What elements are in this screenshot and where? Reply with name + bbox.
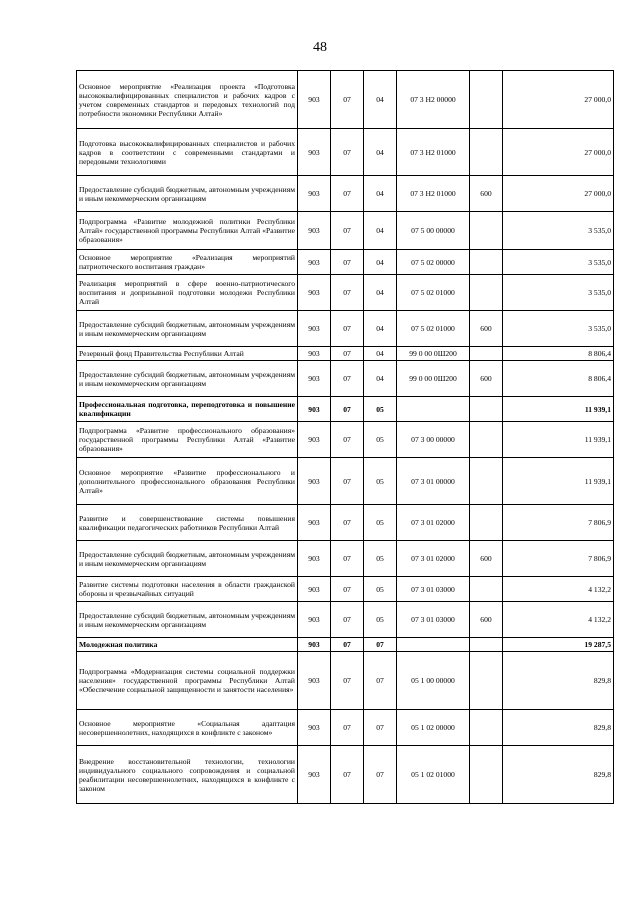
table-row (77, 176, 614, 212)
row-expense-type-cell: 600 (470, 311, 503, 347)
row-grbs-cell: 903 (298, 361, 331, 397)
row-grbs-cell: 903 (298, 212, 331, 250)
row-expense-type-cell (470, 347, 503, 361)
row-subsection-cell: 04 (364, 71, 397, 129)
row-target-article-cell: 07 3 Н2 00000 (397, 71, 470, 129)
row-section-cell: 07 (331, 250, 364, 275)
row-subsection-cell: 07 (364, 746, 397, 804)
row-amount-cell: 3 535,0 (503, 311, 614, 347)
row-expense-type-cell (470, 397, 503, 422)
row-expense-type-cell (470, 710, 503, 746)
table-row (77, 347, 614, 361)
row-target-article-cell: 07 3 01 02000 (397, 541, 470, 577)
row-expense-type-cell: 600 (470, 176, 503, 212)
row-name-cell: Предоставление субсидий бюджетным, автономным учреждениям и иным некоммерческим организациям (77, 176, 298, 212)
row-grbs-cell: 903 (298, 311, 331, 347)
row-expense-type-cell (470, 652, 503, 710)
row-name-cell: Развитие системы подготовки населения в области гражданской обороны и чрезвычайных ситуаций (77, 577, 298, 602)
row-amount-cell: 8 806,4 (503, 347, 614, 361)
row-name-cell: Молодежная политика (77, 638, 298, 652)
row-amount-cell: 11 939,1 (503, 422, 614, 458)
table-row (77, 422, 614, 458)
row-name-cell: Основное мероприятие «Реализация мероприятий патриотического воспитания граждан» (77, 250, 298, 275)
row-name-cell: Развитие и совершенствование системы повышения квалификации педагогических работников Республики Алтай (77, 505, 298, 541)
row-target-article-cell: 05 1 02 01000 (397, 746, 470, 804)
row-expense-type-cell (470, 250, 503, 275)
row-amount-cell: 19 287,5 (503, 638, 614, 652)
row-section-cell: 07 (331, 577, 364, 602)
row-target-article-cell: 07 3 01 02000 (397, 505, 470, 541)
row-target-article-cell: 07 5 02 01000 (397, 275, 470, 311)
row-grbs-cell: 903 (298, 458, 331, 505)
row-subsection-cell: 05 (364, 397, 397, 422)
row-section-cell: 07 (331, 746, 364, 804)
row-name-cell: Предоставление субсидий бюджетным, автономным учреждениям и иным некоммерческим организациям (77, 541, 298, 577)
row-expense-type-cell (470, 505, 503, 541)
table-row (77, 710, 614, 746)
row-name-cell: Основное мероприятие «Реализация проекта «Подготовка высококвалифицированных специалистов и рабочих кадров с учетом современных стандартов и передовых технологий под потребности экономики Республики Алтай» (77, 71, 298, 129)
table-row (77, 71, 614, 129)
row-expense-type-cell (470, 212, 503, 250)
row-subsection-cell: 04 (364, 311, 397, 347)
row-target-article-cell: 07 5 02 01000 (397, 311, 470, 347)
row-subsection-cell: 05 (364, 602, 397, 638)
row-amount-cell: 3 535,0 (503, 250, 614, 275)
row-subsection-cell: 05 (364, 458, 397, 505)
row-section-cell: 07 (331, 638, 364, 652)
row-amount-cell: 3 535,0 (503, 275, 614, 311)
table-row (77, 311, 614, 347)
table-row (77, 602, 614, 638)
row-expense-type-cell (470, 129, 503, 176)
row-amount-cell: 8 806,4 (503, 361, 614, 397)
row-name-cell: Подпрограмма «Развитие профессионального образования» государственной программы Республики Алтай «Развитие образования» (77, 422, 298, 458)
row-amount-cell: 829,8 (503, 710, 614, 746)
row-amount-cell: 7 806,9 (503, 541, 614, 577)
row-section-cell: 07 (331, 176, 364, 212)
table-row (77, 541, 614, 577)
row-target-article-cell: 07 3 Н2 01000 (397, 176, 470, 212)
row-name-cell: Подпрограмма «Развитие молодежной политики Республики Алтай» государственной программы Республики Алтай «Развитие образования» (77, 212, 298, 250)
table-row (77, 129, 614, 176)
row-target-article-cell (397, 638, 470, 652)
row-grbs-cell: 903 (298, 347, 331, 361)
row-grbs-cell: 903 (298, 652, 331, 710)
table-row (77, 212, 614, 250)
row-grbs-cell: 903 (298, 71, 331, 129)
row-expense-type-cell (470, 577, 503, 602)
row-amount-cell: 4 132,2 (503, 577, 614, 602)
row-amount-cell: 7 806,9 (503, 505, 614, 541)
row-section-cell: 07 (331, 505, 364, 541)
row-section-cell: 07 (331, 541, 364, 577)
row-name-cell: Основное мероприятие «Развитие профессионального и дополнительного профессионального образования Республики Алтай» (77, 458, 298, 505)
row-expense-type-cell: 600 (470, 361, 503, 397)
row-name-cell: Предоставление субсидий бюджетным, автономным учреждениям и иным некоммерческим организациям (77, 602, 298, 638)
row-section-cell: 07 (331, 311, 364, 347)
table-row (77, 275, 614, 311)
row-target-article-cell: 99 0 00 0Ш200 (397, 347, 470, 361)
row-section-cell: 07 (331, 602, 364, 638)
row-target-article-cell (397, 397, 470, 422)
row-expense-type-cell: 600 (470, 541, 503, 577)
row-target-article-cell: 07 3 01 03000 (397, 577, 470, 602)
row-amount-cell: 829,8 (503, 652, 614, 710)
row-target-article-cell: 07 3 01 00000 (397, 458, 470, 505)
row-subsection-cell: 07 (364, 710, 397, 746)
row-name-cell: Профессиональная подготовка, переподготовка и повышение квалификации (77, 397, 298, 422)
row-name-cell: Реализация мероприятий в сфере военно-патриотического воспитания и допризывной подготовки молодежи Республики Алтай (77, 275, 298, 311)
row-name-cell: Предоставление субсидий бюджетным, автономным учреждениям и иным некоммерческим организациям (77, 311, 298, 347)
row-section-cell: 07 (331, 129, 364, 176)
row-expense-type-cell (470, 746, 503, 804)
row-subsection-cell: 05 (364, 422, 397, 458)
row-subsection-cell: 04 (364, 347, 397, 361)
page-number: 48 (313, 40, 327, 55)
row-name-cell: Подпрограмма «Модернизация системы социальной поддержки населения» государственной программы Республики Алтай «Обеспечение социальной защищенности и занятости населения» (77, 652, 298, 710)
row-section-cell: 07 (331, 275, 364, 311)
row-grbs-cell: 903 (298, 746, 331, 804)
row-amount-cell: 829,8 (503, 746, 614, 804)
table-row (77, 458, 614, 505)
row-grbs-cell: 903 (298, 176, 331, 212)
row-name-cell: Внедрение восстановительной технологии, технологии индивидуального социального сопровождения и социальной реабилитации несовершеннолетних, находящихся в конфликте с законом (77, 746, 298, 804)
row-amount-cell: 27 000,0 (503, 71, 614, 129)
row-name-cell: Предоставление субсидий бюджетным, автономным учреждениям и иным некоммерческим организациям (77, 361, 298, 397)
budget-table-body (77, 71, 614, 804)
row-subsection-cell: 04 (364, 250, 397, 275)
row-subsection-cell: 04 (364, 129, 397, 176)
table-row (77, 652, 614, 710)
row-target-article-cell: 07 3 Н2 01000 (397, 129, 470, 176)
row-subsection-cell: 07 (364, 652, 397, 710)
row-subsection-cell: 04 (364, 361, 397, 397)
row-grbs-cell: 903 (298, 129, 331, 176)
row-section-cell: 07 (331, 652, 364, 710)
row-section-cell: 07 (331, 212, 364, 250)
table-row (77, 638, 614, 652)
table-row (77, 397, 614, 422)
row-grbs-cell: 903 (298, 638, 331, 652)
row-section-cell: 07 (331, 458, 364, 505)
row-target-article-cell: 05 1 02 00000 (397, 710, 470, 746)
row-expense-type-cell (470, 638, 503, 652)
table-row (77, 250, 614, 275)
row-expense-type-cell (470, 275, 503, 311)
row-subsection-cell: 07 (364, 638, 397, 652)
row-subsection-cell: 04 (364, 212, 397, 250)
row-grbs-cell: 903 (298, 275, 331, 311)
row-expense-type-cell (470, 422, 503, 458)
table-row (77, 577, 614, 602)
row-section-cell: 07 (331, 347, 364, 361)
row-expense-type-cell: 600 (470, 602, 503, 638)
table-row (77, 505, 614, 541)
row-subsection-cell: 04 (364, 275, 397, 311)
row-target-article-cell: 07 5 02 00000 (397, 250, 470, 275)
row-name-cell: Основное мероприятие «Социальная адаптация несовершеннолетних, находящихся в конфликте с законом» (77, 710, 298, 746)
row-grbs-cell: 903 (298, 577, 331, 602)
row-amount-cell: 27 000,0 (503, 176, 614, 212)
row-grbs-cell: 903 (298, 602, 331, 638)
row-expense-type-cell (470, 458, 503, 505)
row-amount-cell: 4 132,2 (503, 602, 614, 638)
row-subsection-cell: 05 (364, 541, 397, 577)
row-grbs-cell: 903 (298, 397, 331, 422)
row-name-cell: Подготовка высококвалифицированных специалистов и рабочих кадров в соответствии с современными стандартами и передовыми технологиями (77, 129, 298, 176)
budget-table (76, 70, 614, 804)
row-target-article-cell: 07 3 01 03000 (397, 602, 470, 638)
row-expense-type-cell (470, 71, 503, 129)
row-amount-cell: 27 000,0 (503, 129, 614, 176)
row-target-article-cell: 07 3 00 00000 (397, 422, 470, 458)
row-target-article-cell: 07 5 00 00000 (397, 212, 470, 250)
row-section-cell: 07 (331, 361, 364, 397)
row-subsection-cell: 04 (364, 176, 397, 212)
row-grbs-cell: 903 (298, 541, 331, 577)
row-section-cell: 07 (331, 422, 364, 458)
row-section-cell: 07 (331, 397, 364, 422)
row-name-cell: Резервный фонд Правительства Республики Алтай (77, 347, 298, 361)
row-grbs-cell: 903 (298, 422, 331, 458)
table-row (77, 361, 614, 397)
row-section-cell: 07 (331, 71, 364, 129)
table-row (77, 746, 614, 804)
row-amount-cell: 11 939,1 (503, 397, 614, 422)
row-target-article-cell: 99 0 00 0Ш200 (397, 361, 470, 397)
row-subsection-cell: 05 (364, 505, 397, 541)
row-grbs-cell: 903 (298, 710, 331, 746)
row-subsection-cell: 05 (364, 577, 397, 602)
row-amount-cell: 3 535,0 (503, 212, 614, 250)
row-target-article-cell: 05 1 00 00000 (397, 652, 470, 710)
row-grbs-cell: 903 (298, 250, 331, 275)
row-section-cell: 07 (331, 710, 364, 746)
row-amount-cell: 11 939,1 (503, 458, 614, 505)
row-grbs-cell: 903 (298, 505, 331, 541)
